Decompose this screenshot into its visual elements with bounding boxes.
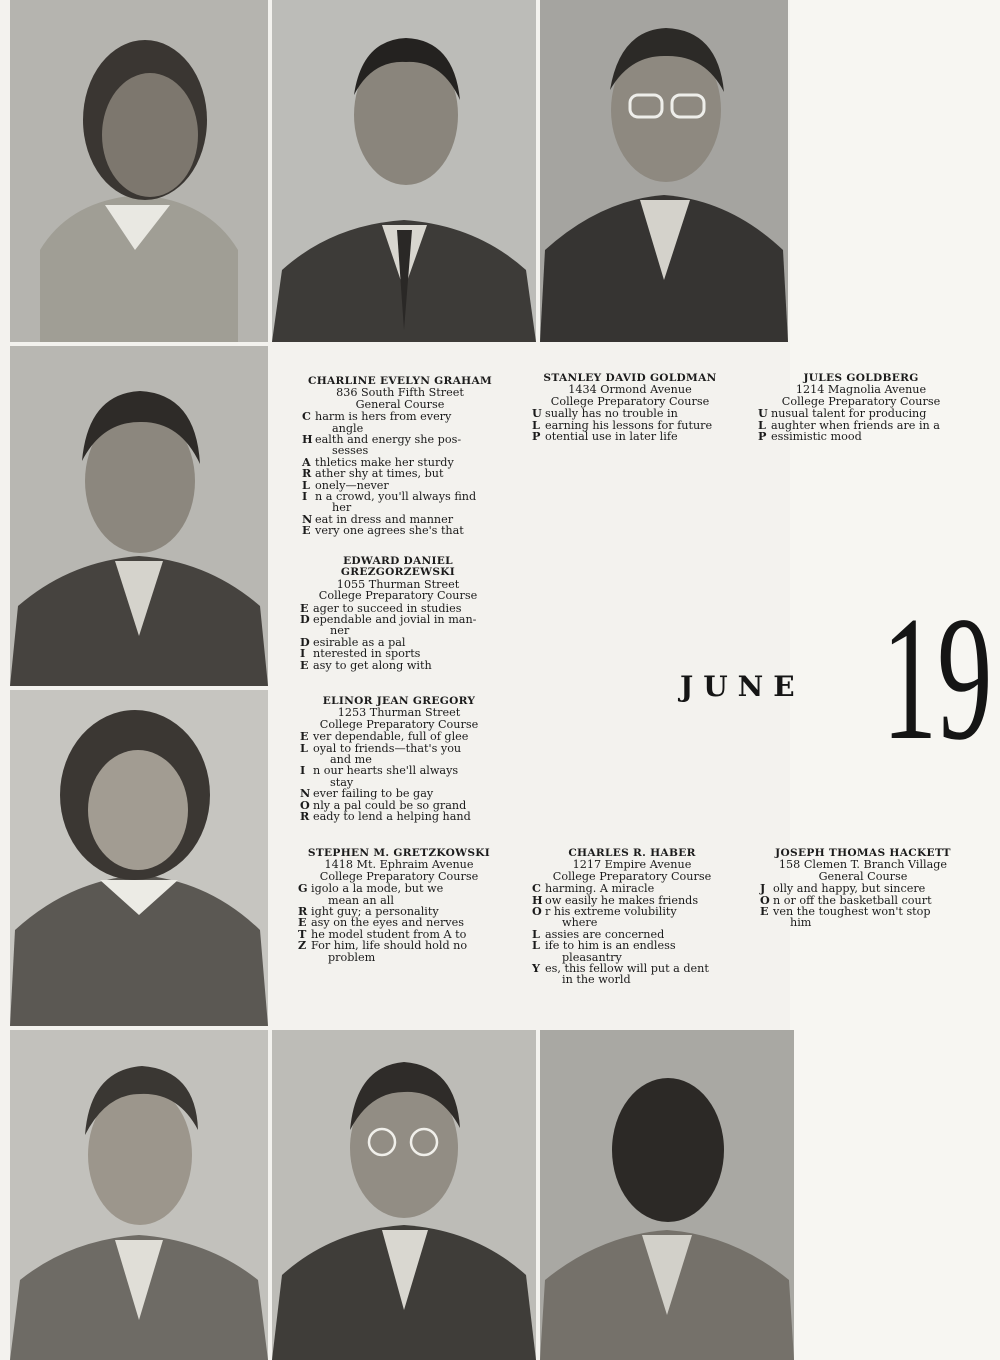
student-address: 836 South Fifth Street [336, 386, 464, 400]
acrostic [760, 883, 966, 929]
acrostic-line: L earning his lessons for future [532, 417, 713, 432]
acrostic-line: H ow easily he makes friends [532, 892, 699, 907]
portrait-photo-haber [272, 1030, 536, 1360]
student-entry-gretzkowski [298, 848, 500, 963]
student-name: EDWARD DANIEL GREZGORZEWSKI [340, 555, 456, 579]
student-entry-gregory [300, 696, 498, 822]
acrostic-line: L aughter when friends are in a [758, 417, 940, 432]
acrostic-line: D esirable as a pal [300, 634, 406, 649]
student-entry-goldberg [758, 373, 964, 442]
student-address: 1253 Thurman Street [337, 706, 461, 720]
acrostic-line: U nusual talent for producing [758, 406, 927, 421]
acrostic-line: O nly a pal could be so grand [300, 797, 467, 812]
acrostic-line: C harming. A miracle [532, 881, 655, 896]
acrostic-line: I n a crowd, you'll always find her [302, 489, 477, 515]
student-entry-grezgorzewski [300, 556, 496, 671]
acrostic-line: D ependable and jovial in man- ner [300, 612, 477, 638]
student-name: ELINOR JEAN GREGORY [322, 695, 476, 707]
acrostic-line: T he model student from A to [298, 926, 467, 941]
acrostic-line: U sually has no trouble in [532, 406, 678, 421]
acrostic-line: E asy to get along with [300, 657, 432, 672]
acrostic-line: H ealth and energy she pos- sesses [302, 432, 462, 458]
acrostic [758, 408, 964, 442]
acrostic-line: R ather shy at times, but [302, 466, 444, 481]
acrostic-line: L assies are concerned [532, 926, 665, 941]
student-name: STEPHEN M. GRETZKOWSKI [307, 847, 491, 859]
acrostic-line: Y es, this fellow will put a dent in the world [532, 961, 709, 987]
student-course: College Preparatory Course [550, 394, 710, 408]
portrait-photo-goldberg [540, 0, 788, 342]
acrostic [300, 600, 496, 672]
acrostic-line: L onely—never [302, 477, 389, 492]
acrostic-line: E ager to succeed in studies [300, 600, 462, 615]
student-address: 1217 Empire Avenue [572, 858, 692, 872]
portrait-photo-goldman [272, 0, 536, 342]
acrostic-line: E asy on the eyes and nerves [298, 915, 464, 930]
acrostic-line: I nterested in sports [300, 646, 421, 661]
portrait-photo-gretzkowski [10, 1030, 268, 1360]
acrostic-line: O n or off the basketball court [760, 892, 932, 907]
student-name: JULES GOLDBERG [803, 372, 919, 384]
acrostic [532, 408, 728, 442]
student-entry-goldman [532, 373, 728, 442]
acrostic-line: R eady to lend a helping hand [300, 809, 471, 824]
student-course: College Preparatory Course [552, 869, 712, 883]
student-name: CHARLES R. HABER [568, 847, 696, 859]
acrostic-line: I n our hearts she'll always stay [300, 763, 459, 789]
acrostic [302, 411, 498, 536]
student-course: College Preparatory Course [318, 589, 478, 603]
portrait-photo-grezgorzewski [10, 346, 268, 686]
acrostic-line: E very one agrees she's that [302, 523, 464, 538]
student-address: 1214 Magnolia Avenue [795, 383, 927, 397]
student-name: JOSEPH THOMAS HACKETT [775, 847, 951, 859]
student-course: College Preparatory Course [319, 717, 479, 731]
acrostic-line: P otential use in later life [532, 429, 678, 444]
acrostic-line: A thletics make her sturdy [302, 454, 454, 469]
student-course: General Course [355, 397, 445, 411]
portrait-photo-graham [10, 0, 268, 342]
acrostic [300, 731, 498, 822]
acrostic-line: L ife to him is an endless pleasantry [532, 938, 676, 964]
acrostic-line: G igolo a la mode, but we mean an all [298, 881, 444, 907]
acrostic-line: O r his extreme volubility where [532, 904, 677, 930]
acrostic-line: E ver dependable, full of glee [300, 729, 469, 744]
month-heading: JUNE [680, 670, 805, 703]
acrostic-line: Z For him, life should hold no problem [298, 938, 468, 964]
portrait-photo-hackett [540, 1030, 794, 1360]
acrostic-line: R ight guy; a personality [298, 904, 439, 919]
acrostic-line: C harm is hers from every angle [302, 409, 452, 435]
student-name: CHARLINE EVELYN GRAHAM [307, 375, 492, 387]
acrostic-line: E ven the toughest won't stop him [760, 904, 931, 930]
student-address: 158 Clemen T. Branch Village [778, 858, 948, 872]
acrostic-line: P essimistic mood [758, 429, 862, 444]
student-entry-haber [532, 848, 732, 986]
student-entry-hackett [760, 848, 966, 929]
student-address: 1434 Ormond Avenue [568, 383, 692, 397]
portrait-photo-gregory [10, 690, 268, 1026]
acrostic-line: N ever failing to be gay [300, 786, 434, 801]
student-course: College Preparatory Course [781, 394, 941, 408]
acrostic [298, 883, 500, 963]
acrostic [532, 883, 732, 986]
student-course: College Preparatory Course [319, 869, 479, 883]
student-entry-graham [302, 376, 498, 537]
student-course: General Course [818, 869, 908, 883]
student-name: STANLEY DAVID GOLDMAN [543, 372, 717, 384]
acrostic-line: L oyal to friends—that's you and me [300, 740, 462, 767]
student-address: 1055 Thurman Street [336, 577, 460, 591]
acrostic-line: N eat in dress and manner [302, 511, 454, 526]
acrostic-line: J olly and happy, but sincere [760, 881, 926, 896]
year-heading: 19 [882, 579, 993, 777]
student-address: 1418 Mt. Ephraim Avenue [324, 858, 474, 872]
